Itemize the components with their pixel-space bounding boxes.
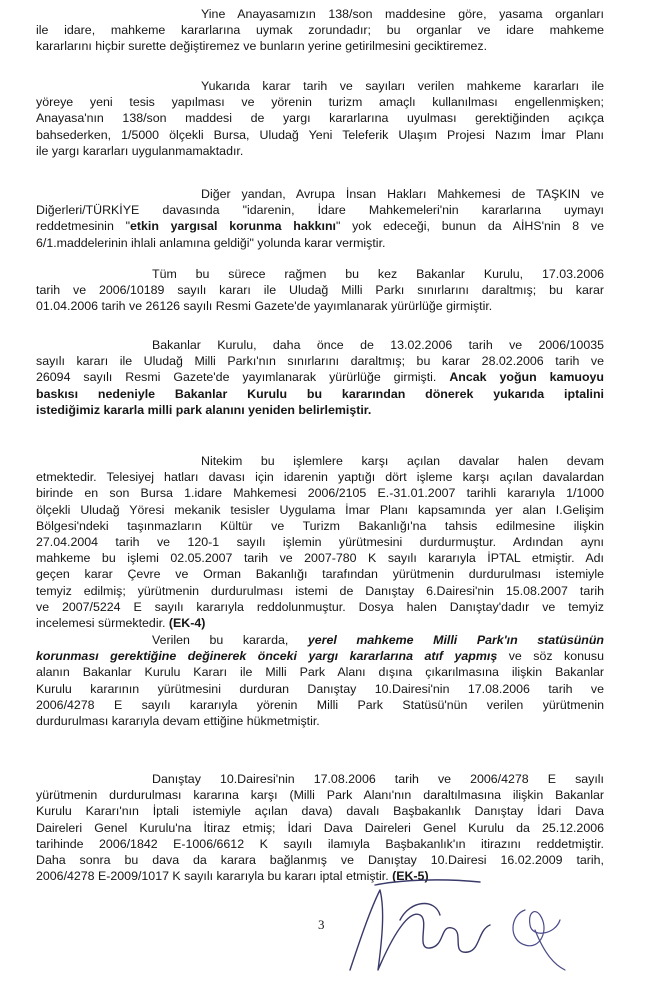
- text-line: Kurulu kararının yürütmesini durduran Danıştay 10.Dairesi'nin 17.08.2006 tarih ve: [36, 681, 604, 696]
- paragraph-5: [36, 337, 604, 418]
- text-line: Bölgesi'ndeki taşınmazların Kültür ve Turizm Bakanlığı'na tahsis edilmesine ilişkin: [36, 518, 604, 533]
- text-line: ölçekli Uludağ Yöresi mekanik tesisler Uygulama İmar Planı kapsamında yer alan I.Gelişim: [36, 502, 604, 517]
- text-line: 26094 sayılı Resmi Gazete'de yayımlanarak yürürlüğe girmişti. Ancak yoğun kamuoyu: [36, 370, 604, 385]
- paragraph-2: [36, 78, 604, 159]
- text-line: alanın Bakanlar Kurulu Kararı ile Milli Park Alanı dışına çıkarılmasına ilişkin Bakanlar: [36, 665, 604, 680]
- text-line: Verilen bu kararda, yerel mahkeme Milli Park'ın statüsünün: [152, 633, 604, 647]
- paragraph-7: [36, 632, 604, 729]
- text-line: Daireleri Genel Kurulu'na İtiraz etmiş; İdari Dava Daireleri Genel Kurulu da 25.12.2006: [36, 820, 604, 835]
- text-line: 2006/4278 E-2009/1017 K sayılı kararıyla bu kararı iptal etmiştir. (EK-5): [36, 869, 429, 884]
- page-number: 3: [318, 917, 325, 932]
- text-line: 27.04.2004 tarih ve 120-1 sayılı işlemin yürütmesini durdurmuştur. Ardından aynı: [36, 535, 604, 550]
- signature-image: [340, 870, 580, 985]
- text-line: kararlarını hiçbir surette değiştiremez ve bunların yerine getirilmesini geciktiremez.: [36, 39, 488, 54]
- text-line: Yine Anayasamızın 138/son maddesine göre, yasama organları: [201, 7, 604, 21]
- text-line: incelemesi sürmektedir. (EK-4): [36, 616, 206, 631]
- text-line: istediğimiz kararla milli park alanını yeniden belirlemiştir.: [36, 402, 372, 417]
- text-line: Diğerleri/TÜRKİYE davasında "idarenin, İdare Mahkemeleri'nin kararlarına uymayı: [36, 203, 604, 218]
- text-line: korunması gerektiğine değinerek önceki yargı kararlarına atıf yapmış ve söz konusu: [36, 649, 604, 664]
- text-line: 6/1.maddelerinin ihlali anlamına geldiği" yolunda karar vermiştir.: [36, 235, 386, 250]
- text-line: reddetmesinin "etkin yargısal korunma hakkını" yok edeceği, bunun da AİHS'nin 8 ve: [36, 219, 604, 234]
- text-line: Bakanlar Kurulu, daha önce de 13.02.2006 tarih ve 2006/10035: [152, 338, 604, 352]
- text-line: Anayasa'nın 138/son maddesi de yargı kararlarına uyulması gerektiğinden açıkça: [36, 111, 604, 126]
- text-line: yürütmenin durdurulması kararına karşı (Milli Park Alanı'nın daraltılmasına ilişkin Bakanlar: [36, 788, 604, 803]
- text-line: sayılı kararı ile Uludağ Milli Parkı'nın sınırlarını daraltmış; bu karar 28.02.2006 tarih ve: [36, 354, 604, 369]
- text-line: ile yargı kararları uygulanmamaktadır.: [36, 143, 244, 158]
- text-line: etmektedir. Telesiyej hatları davası için idarenin yaptığı dört işleme karşı açılan davalardan: [36, 470, 604, 485]
- text-line: temyiz edilmiş; yürütmenin durdurulması istemi de Danıştay 6.Dairesi'nin 15.08.2007 tarih: [36, 583, 604, 598]
- paragraph-3: [36, 186, 604, 251]
- text-line: ile idare, mahkeme kararlarına uymak zorundadır; bu organlar ve idare mahkeme: [36, 23, 604, 38]
- paragraph-4: [36, 266, 604, 315]
- text-line: Danıştay 10.Dairesi'nin 17.08.2006 tarih ve 2006/4278 E sayılı: [152, 772, 604, 786]
- text-line: mahkeme bu işlemi 02.05.2007 tarih ve 2007-780 K sayılı kararıyla İPTAL etmiştir. Adı: [36, 551, 604, 566]
- text-line: tarihinde 2006/1842 E-1006/6612 K sayılı ilamıyla Başbakanlık'ın itirazını reddetmiştir.: [36, 836, 604, 851]
- text-line: Kurulu Kararı'nın İptali istemiyle açılan dava) davalı Başbakanlık Danıştay İdari Dava: [36, 804, 604, 819]
- paragraph-8: [36, 771, 604, 884]
- text-line: geçen karar Çevre ve Orman Bakanlığı tarafından yürütmenin durdurulması istemiyle: [36, 567, 604, 582]
- text-line: ve 2007/5224 E sayılı kararıyla reddolunmuştur. Dosya halen Danıştay'dadır ve temyiz: [36, 599, 604, 614]
- text-line: bahsederken, 1/5000 ölçekli Bursa, Uludağ Yeni Teleferik Ulaşım Projesi Nazım İmar Planı: [36, 127, 604, 142]
- text-line: 2006/4278 E sayılı kararıyla yörenin Milli Park Statüsü'nün verilen yürütmenin: [36, 697, 604, 712]
- text-line: tarih ve 2006/10189 sayılı kararı ile Uludağ Milli Parkı sınırlarını daraltmış; bu karar: [36, 283, 604, 298]
- text-line: baskısı nedeniyle Bakanlar Kurulu bu kararından dönerek yukarıda iptalini: [36, 386, 604, 401]
- paragraph-1: [36, 6, 604, 55]
- text-line: Tüm bu sürece rağmen bu kez Bakanlar Kurulu, 17.03.2006: [152, 267, 604, 281]
- text-line: Nitekim bu işlemlere karşı açılan davalar halen devam: [201, 454, 604, 468]
- text-line: Yukarıda karar tarih ve sayıları verilen mahkeme kararları ile: [201, 79, 604, 93]
- text-line: durdurulması kararıyla devam ettiğine hükmetmiştir.: [36, 714, 320, 729]
- text-line: Diğer yandan, Avrupa İnsan Hakları Mahkemesi de TAŞKIN ve: [201, 187, 604, 201]
- text-line: birinde en son Bursa 1.idare Mahkemesi 2006/2105 E.-31.01.2007 tarihli kararıyla 1/1000: [36, 486, 604, 501]
- text-line: yöreye yeni tesis yapılması ve yörenin turizm amaçlı kullanılması engellenmişken;: [36, 95, 604, 110]
- text-line: Daha sonra bu dava da karara bağlanmış ve Danıştay 10.Dairesi 16.02.2009 tarih,: [36, 853, 604, 868]
- text-line: 01.04.2006 tarih ve 26126 sayılı Resmi Gazete'de yayımlanarak yürürlüğe girmiştir.: [36, 299, 493, 314]
- paragraph-6: [36, 453, 604, 631]
